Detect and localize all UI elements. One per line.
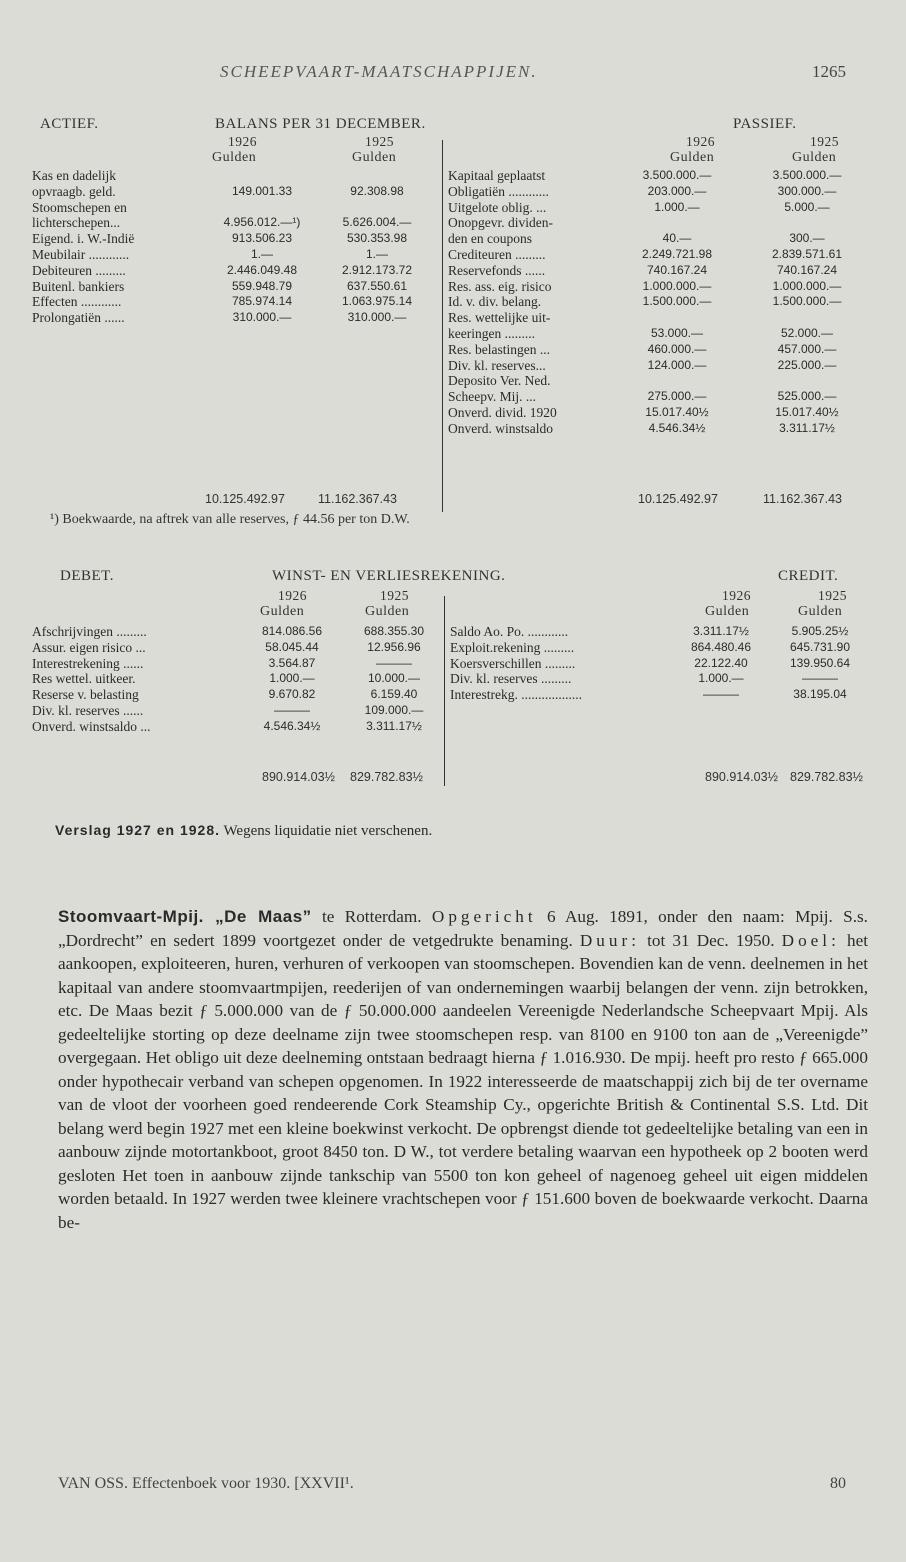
- debet-row: [32, 671, 444, 687]
- passief-label: Id. v. div. belang.: [448, 294, 542, 310]
- footer-number: 80: [830, 1475, 846, 1492]
- debet-value-1926: 4.546.34½: [263, 718, 321, 733]
- actief-label: Prolongatiën ......: [32, 310, 125, 326]
- actief-value-1925: 5.626.004.—: [342, 215, 412, 230]
- actief-value-1925: [322, 200, 432, 216]
- debet-year-1926: 1926: [278, 588, 307, 603]
- passief-row: [448, 373, 868, 389]
- passief-value-1926: 53.000.—: [650, 325, 704, 340]
- actief-label: Meubilair ............: [32, 246, 130, 262]
- actief-value-1925: 637.550.61: [346, 278, 408, 293]
- credit-row: [450, 640, 870, 656]
- passief-value-1926: 124.000.—: [647, 357, 707, 372]
- credit-year-1926: 1926: [722, 588, 751, 603]
- actief-value-1926: 310.000.—: [232, 310, 292, 325]
- credit-row: [450, 671, 870, 687]
- credit-value-1926: 3.311.17½: [693, 624, 749, 638]
- actief-value-1926: 4.956.012.—¹): [223, 215, 301, 230]
- passief-value-1925: [746, 215, 868, 231]
- passief-year-1926: 1926: [686, 134, 715, 149]
- debet-year-1925: 1925: [380, 588, 409, 603]
- credit-heading: CREDIT.: [778, 568, 839, 584]
- actief-label: Buitenl. bankiers: [32, 278, 125, 294]
- company-name: Stoomvaart-Mpij. „De Maas”: [58, 907, 312, 926]
- article-text-1: te Rotterdam.: [311, 907, 432, 926]
- label-doel: Doel:: [781, 930, 840, 950]
- credit-label: Exploit.rekening .........: [450, 639, 575, 655]
- passief-label: den en coupons: [448, 231, 532, 247]
- passief-row: [448, 405, 868, 421]
- footer-source: VAN OSS. Effectenboek voor 1930. [XXVII¹.: [58, 1475, 354, 1492]
- passief-value-1926: 3.500.000.—: [642, 168, 712, 182]
- actief-row: [32, 215, 432, 231]
- actief-label: Stoomschepen en: [32, 199, 127, 215]
- balance-heading: BALANS PER 31 DECEMBER.: [215, 116, 426, 132]
- article-text-3: tot 31 Dec. 1950.: [640, 930, 782, 950]
- credit-row: [450, 687, 870, 703]
- actief-value-1926: 559.948.79: [231, 278, 293, 293]
- credit-value-1925: 38.195.04: [793, 687, 847, 702]
- debet-value-1925: 109.000.—: [364, 702, 424, 717]
- debet-row: [32, 687, 444, 703]
- passief-value-1926: 203.000.—: [647, 183, 707, 198]
- actief-value-1926: 2.446.049.48: [226, 262, 298, 277]
- passief-row: [448, 310, 868, 326]
- actief-label: Kas en dadelijk: [32, 168, 116, 183]
- credit-label: Saldo Ao. Po. ............: [450, 624, 569, 639]
- debet-unit-a: Gulden: [260, 604, 305, 619]
- debet-value-1925: ———: [376, 655, 412, 670]
- actief-value-1926: 149.001.33: [231, 183, 293, 198]
- passief-value-1926: [608, 215, 746, 231]
- verslag-text: Wegens liquidatie niet verschenen.: [220, 823, 433, 839]
- credit-label: Div. kl. reserves .........: [450, 671, 572, 687]
- passief-row: [448, 294, 868, 310]
- passief-value-1926: 40.—: [662, 231, 692, 246]
- verslag-label: Verslag 1927 en 1928.: [55, 822, 220, 838]
- passief-value-1926: [608, 310, 746, 326]
- passief-unit-1926: Gulden: [670, 150, 715, 165]
- passief-value-1925: 52.000.—: [780, 325, 834, 340]
- article-text-2: 6 Aug. 1891, onder den naam: Mpij. S.s. „Dordrecht” en sedert 1899 voortgezet onder de vetgedrukte benaming.: [58, 907, 868, 950]
- debet-heading: DEBET.: [60, 568, 114, 584]
- debet-value-1926: 814.086.56: [261, 624, 323, 638]
- credit-row: [450, 656, 870, 672]
- credit-value-1925: 139.950.64: [789, 655, 851, 670]
- actief-value-1926: [202, 168, 322, 184]
- credit-value-1925: 5.905.25½: [791, 624, 849, 638]
- passief-value-1926: 1.000.—: [654, 199, 700, 214]
- passief-row: [448, 279, 868, 295]
- passief-value-1925: 3.500.000.—: [772, 168, 842, 182]
- running-header: [0, 62, 906, 86]
- actief-row: [32, 231, 432, 247]
- actief-row: [32, 263, 432, 279]
- debet-value-1926: 58.045.44: [265, 639, 319, 654]
- passief-label: Kapitaal geplaatst: [448, 168, 546, 183]
- passief-value-1925: 1.500.000.—: [772, 294, 842, 309]
- debet-value-1925: 12.956.96: [367, 639, 421, 654]
- actief-value-1925: 2.912.173.72: [341, 262, 413, 277]
- credit-total-1926: 890.914.03½: [705, 770, 778, 784]
- actief-row: [32, 184, 432, 200]
- actief-unit-1926: Gulden: [212, 150, 257, 165]
- actief-value-1926: 785.974.14: [231, 294, 293, 309]
- passief-unit-1925: Gulden: [792, 150, 837, 165]
- debet-row: [32, 703, 444, 719]
- credit-label: Koersverschillen .........: [450, 655, 576, 671]
- credit-value-1925: ———: [802, 671, 838, 686]
- debet-value-1926: 3.564.87: [268, 655, 316, 670]
- actief-label: opvraagb. geld.: [32, 183, 116, 199]
- actief-total-1925: 11.162.367.43: [318, 492, 398, 506]
- passief-value-1926: 460.000.—: [647, 341, 707, 356]
- passief-year-1925: 1925: [810, 134, 839, 149]
- passief-value-1925: 525.000.—: [777, 389, 837, 404]
- passief-value-1925: 3.311.17½: [779, 420, 835, 435]
- debet-table: [32, 624, 444, 735]
- debet-label: Res wettel. uitkeer.: [32, 671, 136, 687]
- credit-value-1926: 864.480.46: [690, 639, 752, 654]
- passief-row: [448, 231, 868, 247]
- credit-value-1926: 22.122.40: [694, 655, 748, 670]
- debet-label: Onverd. winstsaldo ...: [32, 718, 151, 734]
- actief-row: [32, 168, 432, 184]
- actief-row: [32, 279, 432, 295]
- pl-divider: [444, 596, 445, 786]
- actief-row: [32, 247, 432, 263]
- debet-value-1925: 688.355.30: [363, 624, 425, 638]
- actief-value-1925: 310.000.—: [347, 310, 407, 325]
- article-text-4: het aankoopen, exploiteeren, huren, verhuren of verkoopen van stoomschepen. Bovendien kan de venn. deelnemen in het kapitaal van andere stoomvaartmpijen, reederijen of van ondernemingen waarbij belangen der venn. zijn betrokken, etc. De Maas bezit ƒ 5.000.000 van de ƒ 50.000.000 aandeelen Vereenigde Nederlandsche Scheepvaart Mpij. Als gedeeltelijke storting op deze deelname zijn twee stoomschepen resp. van 8100 en 9100 ton aan de „Vereenigde” overgegaan. Het obligo uit deze deelneming ontstaan bedraagt hierna ƒ 1.016.930. De mpij. heeft pro resto ƒ 665.000 onder hypothecair verband van schepen opgenomen. In 1922 interesseerde de maatschappij zich bij de ter overname van de vloot der voorheen goed rendeerende Cork Steamship Cy., opgerichte British & Continental S.S. Ltd. Dit belang werd begin 1927 met een kleine boekwinst verkocht. De opbrengst diende tot gedeeltelijke betaling van een in aanbouw zijnde motortankboot, groot 8450 ton. D W., tot verdere betaling waarvan een hypotheek op 2 booten werd gesloten Het toen in aanbouw zijnde tankschip van 5500 ton kon geheel of nagenoeg geheel uit eigen middelen worden betaald. In 1927 werden twee kleinere vrachtschepen voor ƒ 151.600 boven de boekwaarde verkocht. Daarna be-: [58, 930, 868, 1232]
- debet-value-1926: 1.000.—: [269, 671, 315, 686]
- passief-label: keeringen .........: [448, 325, 535, 341]
- debet-row: [32, 656, 444, 672]
- credit-value-1925: 645.731.90: [789, 639, 851, 654]
- passief-label: Crediteuren .........: [448, 246, 546, 262]
- label-opgericht: Opgericht: [431, 907, 537, 926]
- passief-value-1926: [608, 373, 746, 389]
- actief-label: Effecten ............: [32, 294, 122, 310]
- passief-value-1925: 1.000.000.—: [772, 278, 842, 293]
- debet-row: [32, 624, 444, 640]
- debet-value-1925: 10.000.—: [367, 671, 421, 686]
- passief-row: [448, 215, 868, 231]
- label-duur: Duur:: [579, 930, 640, 950]
- verslag-note: [55, 822, 432, 840]
- passief-label: Scheepv. Mij. ...: [448, 389, 536, 405]
- actief-label: Debiteuren .........: [32, 262, 126, 278]
- passief-value-1925: [746, 310, 868, 326]
- actief-value-1926: [202, 200, 322, 216]
- passief-value-1926: 1.000.000.—: [642, 278, 712, 293]
- company-article: [58, 905, 868, 1234]
- passief-row: [448, 263, 868, 279]
- page-number: 1265: [812, 62, 846, 81]
- credit-value-1926: ———: [703, 687, 739, 702]
- passief-row: [448, 389, 868, 405]
- passief-row: [448, 358, 868, 374]
- passief-value-1925: 457.000.—: [777, 341, 837, 356]
- debet-label: Div. kl. reserves ......: [32, 702, 144, 718]
- passief-label: Deposito Ver. Ned.: [448, 373, 551, 389]
- actief-row: [32, 200, 432, 216]
- passief-value-1926: 740.167.24: [646, 262, 708, 277]
- debet-label: Afschrijvingen .........: [32, 624, 147, 639]
- passief-value-1926: 1.500.000.—: [642, 294, 712, 309]
- actief-year-1926: 1926: [228, 134, 257, 149]
- actief-value-1925: [322, 168, 432, 184]
- actief-value-1925: 92.308.98: [350, 183, 404, 198]
- debet-total-1926: 890.914.03½: [262, 770, 335, 784]
- debet-value-1926: ———: [274, 702, 310, 717]
- credit-year-1925: 1925: [818, 588, 847, 603]
- passief-row: [448, 247, 868, 263]
- balance-divider: [442, 140, 443, 512]
- debet-value-1925: 3.311.17½: [366, 718, 422, 733]
- passief-value-1925: 740.167.24: [776, 262, 838, 277]
- passief-value-1926: 15.017.40½: [645, 404, 709, 419]
- passief-row: [448, 342, 868, 358]
- actief-year-1925: 1925: [365, 134, 394, 149]
- actief-value-1926: 913.506.23: [231, 231, 293, 246]
- actief-label: Eigend. i. W.-Indië: [32, 231, 135, 247]
- credit-unit-b: Gulden: [798, 604, 843, 619]
- actief-value-1925: 1.063.975.14: [341, 294, 413, 309]
- passief-heading: PASSIEF.: [733, 116, 797, 132]
- actief-value-1926: 1.—: [250, 246, 273, 261]
- actief-heading: ACTIEF.: [40, 116, 99, 132]
- running-title: SCHEEPVAART-MAATSCHAPPIJEN.: [220, 62, 538, 81]
- actief-table: [32, 168, 432, 326]
- credit-label: Interestrekg. ..................: [450, 687, 582, 703]
- passief-row: [448, 326, 868, 342]
- passief-value-1925: 300.—: [789, 231, 825, 246]
- passief-total-1925: 11.162.367.43: [763, 492, 843, 506]
- passief-row: [448, 421, 868, 437]
- passief-label: Reservefonds ......: [448, 262, 546, 278]
- actief-value-1925: 530.353.98: [346, 231, 408, 246]
- credit-value-1926: 1.000.—: [698, 671, 744, 686]
- passief-value-1925: 15.017.40½: [775, 404, 839, 419]
- debet-total-1925: 829.782.83½: [350, 770, 423, 784]
- debet-value-1925: 6.159.40: [370, 687, 418, 702]
- passief-value-1925: 5.000.—: [784, 199, 830, 214]
- passief-label: Onopgevr. dividen-: [448, 215, 553, 231]
- debet-row: [32, 640, 444, 656]
- passief-row: [448, 168, 868, 184]
- actief-value-1925: 1.—: [365, 246, 388, 261]
- passief-label: Obligatiën ............: [448, 183, 549, 199]
- passief-value-1925: 300.000.—: [777, 183, 837, 198]
- actief-unit-1925: Gulden: [352, 150, 397, 165]
- actief-total-1926: 10.125.492.97: [205, 492, 285, 506]
- pl-heading: WINST- EN VERLIESREKENING.: [272, 568, 506, 584]
- passief-label: Onverd. winstsaldo: [448, 420, 553, 436]
- passief-value-1925: [746, 373, 868, 389]
- passief-row: [448, 184, 868, 200]
- passief-value-1926: 2.249.721.98: [641, 246, 713, 261]
- actief-label: lichterschepen...: [32, 215, 121, 231]
- debet-value-1926: 9.670.82: [268, 687, 316, 702]
- passief-value-1926: 275.000.—: [647, 389, 707, 404]
- credit-unit-a: Gulden: [705, 604, 750, 619]
- actief-row: [32, 310, 432, 326]
- passief-label: Res. ass. eig. risico: [448, 278, 552, 294]
- credit-total-1925: 829.782.83½: [790, 770, 863, 784]
- debet-label: Assur. eigen risico ...: [32, 639, 146, 655]
- passief-value-1925: 225.000.—: [777, 357, 837, 372]
- credit-table: [450, 624, 870, 703]
- passief-table: [448, 168, 868, 437]
- debet-label: Reserse v. belasting: [32, 687, 139, 703]
- debet-row: [32, 719, 444, 735]
- passief-label: Uitgelote oblig. ...: [448, 199, 547, 215]
- passief-value-1925: 2.839.571.61: [771, 246, 843, 261]
- debet-unit-b: Gulden: [365, 604, 410, 619]
- credit-row: [450, 624, 870, 640]
- passief-label: Res. wettelijke uit-: [448, 310, 551, 326]
- passief-row: [448, 200, 868, 216]
- debet-label: Interestrekening ......: [32, 655, 144, 671]
- passief-total-1926: 10.125.492.97: [638, 492, 718, 506]
- passief-label: Onverd. divid. 1920: [448, 404, 557, 420]
- balance-footnote: ¹) Boekwaarde, na aftrek van alle reserves, ƒ 44.56 per ton D.W.: [50, 512, 410, 527]
- passief-label: Res. belastingen ...: [448, 341, 550, 357]
- passief-label: Div. kl. reserves...: [448, 357, 546, 373]
- actief-row: [32, 294, 432, 310]
- passief-value-1926: 4.546.34½: [648, 420, 706, 435]
